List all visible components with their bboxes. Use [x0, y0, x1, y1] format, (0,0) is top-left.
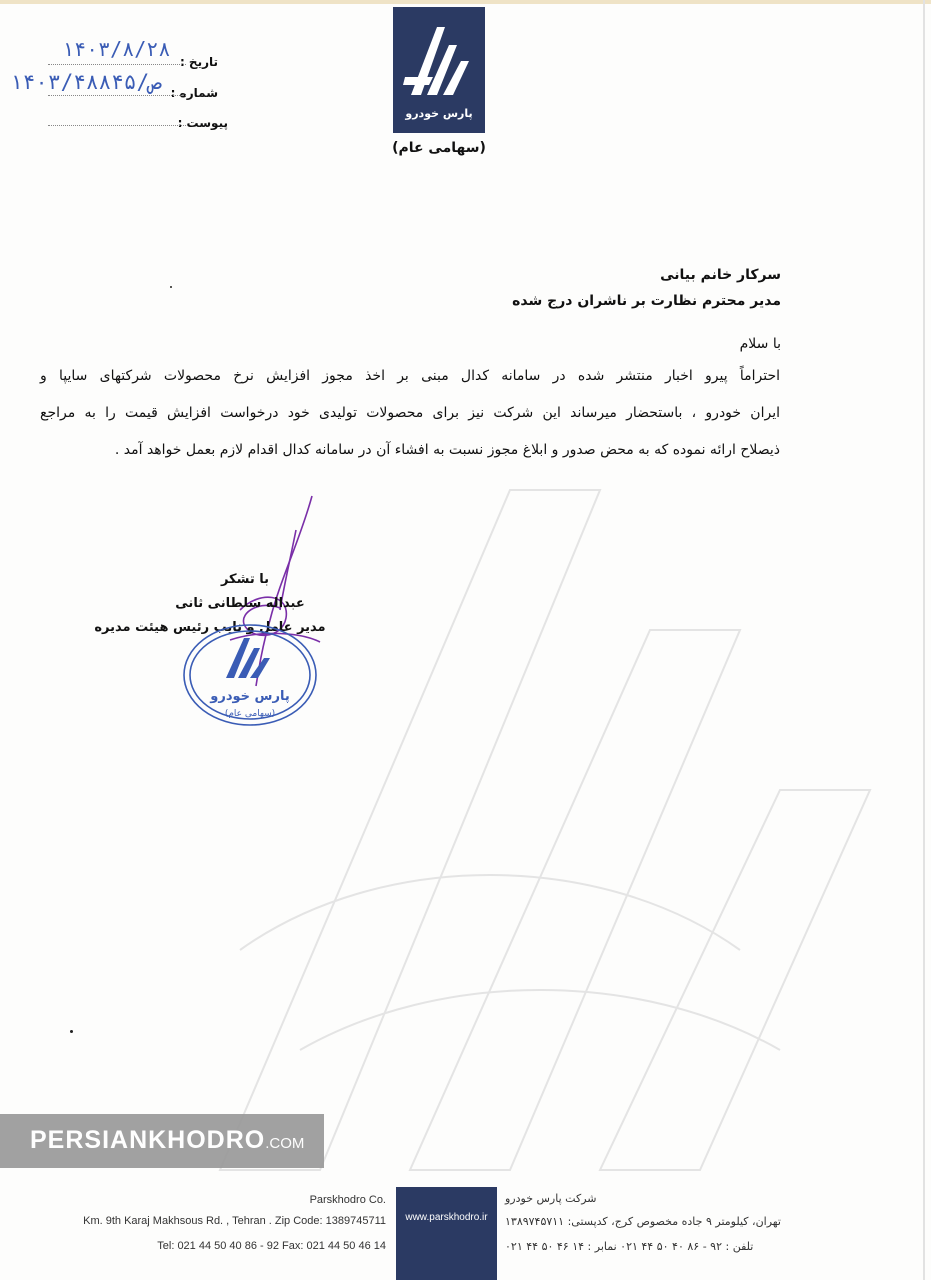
- addressee-title: مدیر محترم نظارت بر ناشران درج شده: [512, 293, 781, 309]
- date-label: تاریخ :: [179, 55, 218, 69]
- attachment-label: پیوست :: [177, 116, 228, 130]
- stamp-wordmark: پارس خودرو: [210, 689, 290, 704]
- number-line: [48, 94, 186, 96]
- date-value: ۱۴۰۳/۸/۲۸: [62, 37, 171, 61]
- number-value: ۱۴۰۳/ص/۴۸۸۴۵: [10, 70, 162, 94]
- footer-address-fa: تهران، کیلومتر ۹ جاده مخصوص کرج، کدپستی: ۱۳۸۹۷۴۵۷۱۱: [505, 1215, 781, 1228]
- addressee-block: [181, 262, 781, 314]
- stamp-company-type: (سهامی عام): [224, 709, 276, 719]
- footer-address-en: Km. 9th Karaj Makhsous Rd. , Tehran . Zip Code: 1389745711: [83, 1215, 386, 1227]
- footer-phones-fa: تلفن : ۹۲ - ۸۶ ۴۰ ۵۰ ۴۴ ۰۲۱ نمابر : ۱۴ ۴۶ ۵۰ ۴۴ ۰۲۱: [505, 1240, 754, 1253]
- page-top-edge: [0, 0, 931, 4]
- footer-phones-en: Tel: 021 44 50 40 86 - 92 Fax: 021 44 50 46 14: [157, 1240, 386, 1252]
- letter-body: [40, 358, 780, 469]
- footer-company-en: Parskhodro Co.: [309, 1194, 386, 1206]
- footer-logo-box: [396, 1187, 497, 1280]
- banner-suffix: .COM: [265, 1135, 305, 1152]
- signer-name: عبداله سلطانی ثانی: [175, 596, 305, 611]
- company-type: (سهامی عام): [392, 140, 486, 156]
- greeting: با سلام: [739, 336, 781, 352]
- number-label: شماره :: [170, 86, 218, 100]
- site-watermark-banner: [0, 1114, 324, 1168]
- company-logo: [393, 7, 485, 133]
- body-line: ایران خودرو ، باستحضار میرساند این شرکت نیز برای محصولات تولیدی خود درخواست افزایش قیمت را به مراجع: [40, 405, 780, 421]
- footer-company-fa: شرکت پارس خودرو: [505, 1192, 597, 1205]
- banner-text: PERSIANKHODRO: [30, 1126, 266, 1154]
- attachment-line: [48, 124, 186, 126]
- signer-title: مدیر عامل و نایب رئیس هیئت مدیره: [94, 620, 326, 635]
- logo-wordmark: پارس خودرو: [405, 107, 473, 120]
- stray-mark: [70, 1030, 73, 1033]
- page-right-edge: [923, 0, 925, 1280]
- footer-website: www.parskhodro.ir: [405, 1212, 488, 1223]
- date-line: [48, 63, 186, 65]
- addressee-name: سرکار خانم بیانی: [660, 267, 781, 283]
- banner-text-wrap: [30, 1126, 304, 1155]
- closing-text: با تشکر: [220, 572, 270, 587]
- company-stamp: [180, 620, 320, 730]
- body-line: احتراماً پیرو اخبار منتشر شده در سامانه کدال مبنی بر اخذ مجوز افزایش نرخ محصولات شرکتهای سایپا و: [40, 368, 780, 384]
- logo-mark-icon: [393, 7, 485, 107]
- body-line: ذیصلاح ارائه نموده که به محض صدور و ابلاغ مجوز نسبت به افشاء آن در سامانه کدال اقدام لازم بعمل خواهد آمد .: [114, 442, 780, 458]
- stray-mark: [170, 286, 172, 288]
